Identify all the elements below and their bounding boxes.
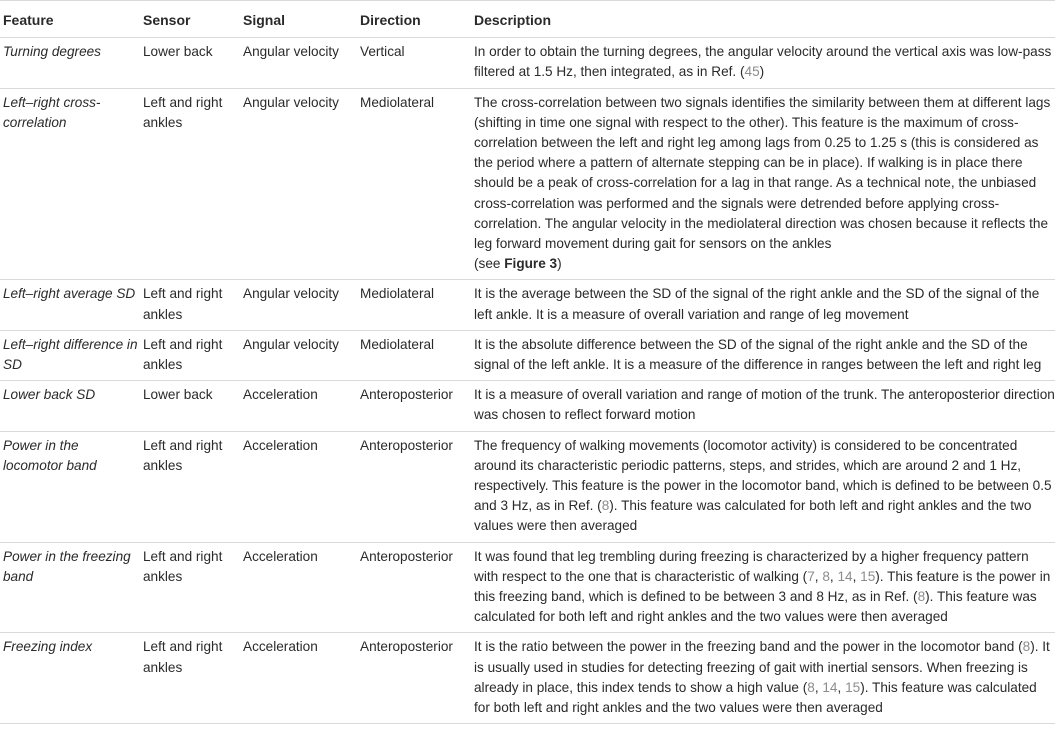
description-cell <box>470 38 1055 88</box>
description-text: It is a measure of overall variation and range of motion of the trunk. The anteroposterior direction was chosen to reflect forward motion <box>474 387 1055 423</box>
reference-link[interactable]: 8 <box>807 679 815 695</box>
reference-link[interactable]: 8 <box>822 568 830 584</box>
description-text: ). This feature was calculated for both left and right ankles and the two values were then averaged <box>474 498 1032 534</box>
feature-cell: Turning degrees <box>0 38 139 88</box>
description-text: ). This feature was calculated for both left and right ankles and the two values were then averaged <box>474 679 1037 716</box>
description-text: (see <box>474 256 505 272</box>
sensor-cell: Lower back <box>139 381 239 431</box>
reference-link[interactable]: 15 <box>845 679 861 695</box>
reference-link[interactable]: 45 <box>744 64 760 80</box>
signal-cell: Angular velocity <box>239 38 356 88</box>
table-body <box>0 38 1055 724</box>
description-text: ) <box>759 64 765 80</box>
feature-cell: Left–right average SD <box>0 280 139 330</box>
feature-cell: Lower back SD <box>0 381 139 431</box>
header-direction: Direction <box>356 1 470 38</box>
description-text: It was found that leg trembling during freezing is characterized by a higher frequency pattern with respect to the one that is characteristic of walking ( <box>474 548 1029 584</box>
sensor-cell: Left and right ankles <box>139 88 239 280</box>
figure-link[interactable]: Figure 3 <box>504 256 558 272</box>
direction-cell: Anteroposterior <box>356 633 470 724</box>
header-description: Description <box>470 1 1055 38</box>
reference-link[interactable]: 8 <box>917 589 926 605</box>
sensor-cell: Left and right ankles <box>139 280 239 330</box>
description-cell <box>470 330 1055 380</box>
description-text: ). This feature was calculated for both left and right ankles and the two values were then averaged <box>474 589 1037 625</box>
reference-link[interactable]: 7 <box>807 568 815 584</box>
direction-cell: Anteroposterior <box>356 542 470 633</box>
signal-cell: Acceleration <box>239 431 356 542</box>
reference-link[interactable]: 8 <box>1022 639 1031 655</box>
description-text: ) <box>557 256 562 272</box>
header-sensor: Sensor <box>139 1 239 38</box>
signal-cell: Acceleration <box>239 381 356 431</box>
header-signal: Signal <box>239 1 356 38</box>
header-row <box>0 1 1055 38</box>
sensor-cell: Left and right ankles <box>139 633 239 724</box>
description-text: ). It is usually used in studies for detecting freezing of gait with inertial sensors. When freezing is already in place, this index tends to show a high value ( <box>474 639 1050 695</box>
sensor-cell: Lower back <box>139 38 239 88</box>
table-row <box>0 431 1055 542</box>
header-feature: Feature <box>0 1 139 38</box>
signal-cell: Angular velocity <box>239 330 356 380</box>
direction-cell: Anteroposterior <box>356 431 470 542</box>
description-text: It is the average between the SD of the signal of the right ankle and the SD of the signal of the left ankle. It is a measure of overall variation and range of leg movement <box>474 286 1040 322</box>
description-cell <box>470 431 1055 542</box>
signal-cell: Angular velocity <box>239 280 356 330</box>
feature-cell: Power in the freezing band <box>0 542 139 633</box>
description-cell <box>470 280 1055 330</box>
description-text: The frequency of walking movements (locomotor activity) is considered to be concentrated around its characteristic periodic patterns, steps, and strides, which are around 2 and 1 Hz, respectively. This feature is the power in the locomotor band, which is defined to be between 0.5 and 3 Hz, as in Ref. ( <box>474 437 1052 514</box>
description-text: It is the ratio between the power in the freezing band and the power in the locomotor band ( <box>474 639 1023 655</box>
sensor-cell: Left and right ankles <box>139 542 239 633</box>
reference-link[interactable]: 14 <box>822 679 838 695</box>
feature-cell: Power in the locomotor band <box>0 431 139 542</box>
description-text: ). This feature is the power in this freezing band, which is defined to be between 3 and 8 Hz, as in Ref. ( <box>474 568 1051 605</box>
table-row <box>0 633 1055 724</box>
feature-cell: Freezing index <box>0 633 139 724</box>
feature-cell: Left–right difference in SD <box>0 330 139 380</box>
feature-cell: Left–right cross-correlation <box>0 88 139 280</box>
description-text: It is the absolute difference between the SD of the signal of the right ankle and the SD of the signal of the left ankle. It is a measure of the difference in ranges between the left and right leg <box>474 336 1042 373</box>
description-cell: It was found that leg trembling during freezing is characterized by a higher frequency pattern with respect to the one that is characteristic of walking (7, 8, 14, 15). This feature is the power in this freezing band, which is defined to be between 3 and 8 Hz, as in Ref. (8). This feature was calculated for both left and right ankles and the two values were then averaged <box>470 542 1055 633</box>
description-cell <box>470 88 1055 280</box>
reference-link[interactable]: 15 <box>860 568 876 584</box>
description-text: In order to obtain the turning degrees, the angular velocity around the vertical axis was low-pass filtered at 1.5 Hz, then integrated, as in Ref. ( <box>474 44 1052 80</box>
sensor-cell: Left and right ankles <box>139 330 239 380</box>
reference-link[interactable]: 8 <box>601 498 610 514</box>
table-row <box>0 38 1055 88</box>
table-row <box>0 88 1055 280</box>
table-header <box>0 1 1055 38</box>
table-row <box>0 280 1055 330</box>
direction-cell: Mediolateral <box>356 280 470 330</box>
reference-link[interactable]: 14 <box>837 568 853 584</box>
description-text: The cross-correlation between two signals identifies the similarity between them at different lags (shifting in time one signal with respect to the other). This feature is the maximum of cross-correlation between the left and right leg among lags from 0.25 to 1.25 s (this is considered as the period where a pattern of alternate stepping can be in place). If walking is in place there should be a peak of cross-correlation for a lag in that range. As a technical note, the unbiased cross-correlation was performed and the signals were detrended before applying cross-correlation. The angular velocity in the mediolateral direction was chosen because it reflects the leg forward movement during gait for sensors on the ankles <box>474 94 1051 252</box>
signal-cell: Angular velocity <box>239 88 356 280</box>
direction-cell: Anteroposterior <box>356 381 470 431</box>
description-cell <box>470 381 1055 431</box>
table-row <box>0 542 1055 633</box>
signal-cell: Acceleration <box>239 542 356 633</box>
direction-cell: Mediolateral <box>356 88 470 280</box>
table-row <box>0 330 1055 380</box>
table-row <box>0 381 1055 431</box>
direction-cell: Vertical <box>356 38 470 88</box>
description-cell: It is the ratio between the power in the freezing band and the power in the locomotor band (8). It is usually used in studies for detecting freezing of gait with inertial sensors. When freezing is already in place, this index tends to show a high value (8, 14, 15). This feature was calculated for both left and right ankles and the two values were then averaged <box>470 633 1055 724</box>
signal-cell: Acceleration <box>239 633 356 724</box>
sensor-cell: Left and right ankles <box>139 431 239 542</box>
direction-cell: Mediolateral <box>356 330 470 380</box>
